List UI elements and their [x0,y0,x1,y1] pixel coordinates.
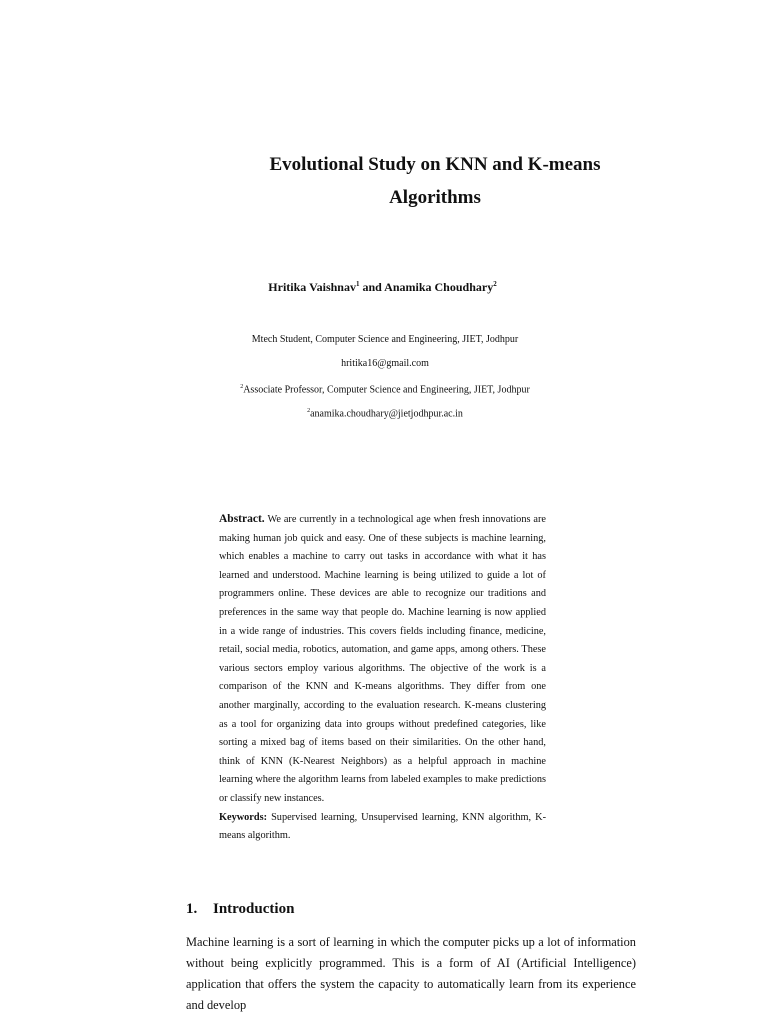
introduction-paragraph: Machine learning is a sort of learning in which the computer picks up a lot of information without being explicitly programmed. This is a form of AI (Artificial Intelligence) application that offers the system the capacity to automatically learn from its experience and develop [186,935,636,1012]
section-number: 1. [186,901,198,917]
abstract-block [219,510,546,846]
email-2-superscript: 2 [307,408,311,414]
paper-title [160,148,710,214]
abstract-label: Abstract. [219,513,265,525]
author-list [160,276,605,295]
keywords-label: Keywords: [219,811,268,823]
section-title: Introduction [213,901,295,917]
affiliation-2-superscript: 2 [240,384,244,390]
email-1: hritika16@gmail.com [341,358,429,369]
affiliation-2 [160,380,610,397]
email-2 [160,404,610,421]
section-heading-introduction [186,898,294,920]
keywords-paragraph [219,809,546,846]
author-1-name: Hritika Vaishnav [268,280,356,294]
email-2-text: anamika.choudhary@jietjodhpur.ac.in [310,408,463,420]
affiliation-2-text: Associate Professor, Computer Science and Engineering, JIET, Jodhpur [243,384,530,396]
author-2-superscript: 2 [493,280,497,288]
author-2-name: Anamika Choudhary [384,280,494,294]
abstract-paragraph [219,510,546,809]
keywords-text: Supervised learning, Unsupervised learning, KNN algorithm, K-means algorithm. [219,811,546,842]
author-1-superscript: 1 [355,280,360,288]
paper-title-line-1: Evolutional Study on KNN and K-means [269,154,601,175]
paper-title-line-2: Algorithms [389,187,481,208]
abstract-text: We are currently in a technological age when fresh innovations are making human job quick and easy. One of these subjects is machine learning, which enables a machine to carry out tasks in accordance with what it has learned and understood. Machine learning is being utilized to guide a lot of programmers online. These devices are able to recognize our traditions and preferences in the same way that people do. Machine learning is now applied in a wide range of industries. This covers fields including finance, medicine, retail, social media, robotics, automation, and game apps, among others. These various sectors employ various algorithms. The objective of the work is a comparison of the KNN and K-means algorithms. They differ from one another marginally, according to the evaluation research. K-means clustering as a tool for organizing data into groups without predefined categories, like sorting a mixed bag of items based on their similarities. On the other hand, think of KNN (K-Nearest Neighbors) as a helpful approach in machine learning where the algorithm learns from labeled examples to make predictions or classify new instances. [219,514,546,804]
affiliation-1: Mtech Student, Computer Science and Engineering, JIET, Jodhpur [251,334,519,345]
author-conjunction: and [359,280,385,294]
